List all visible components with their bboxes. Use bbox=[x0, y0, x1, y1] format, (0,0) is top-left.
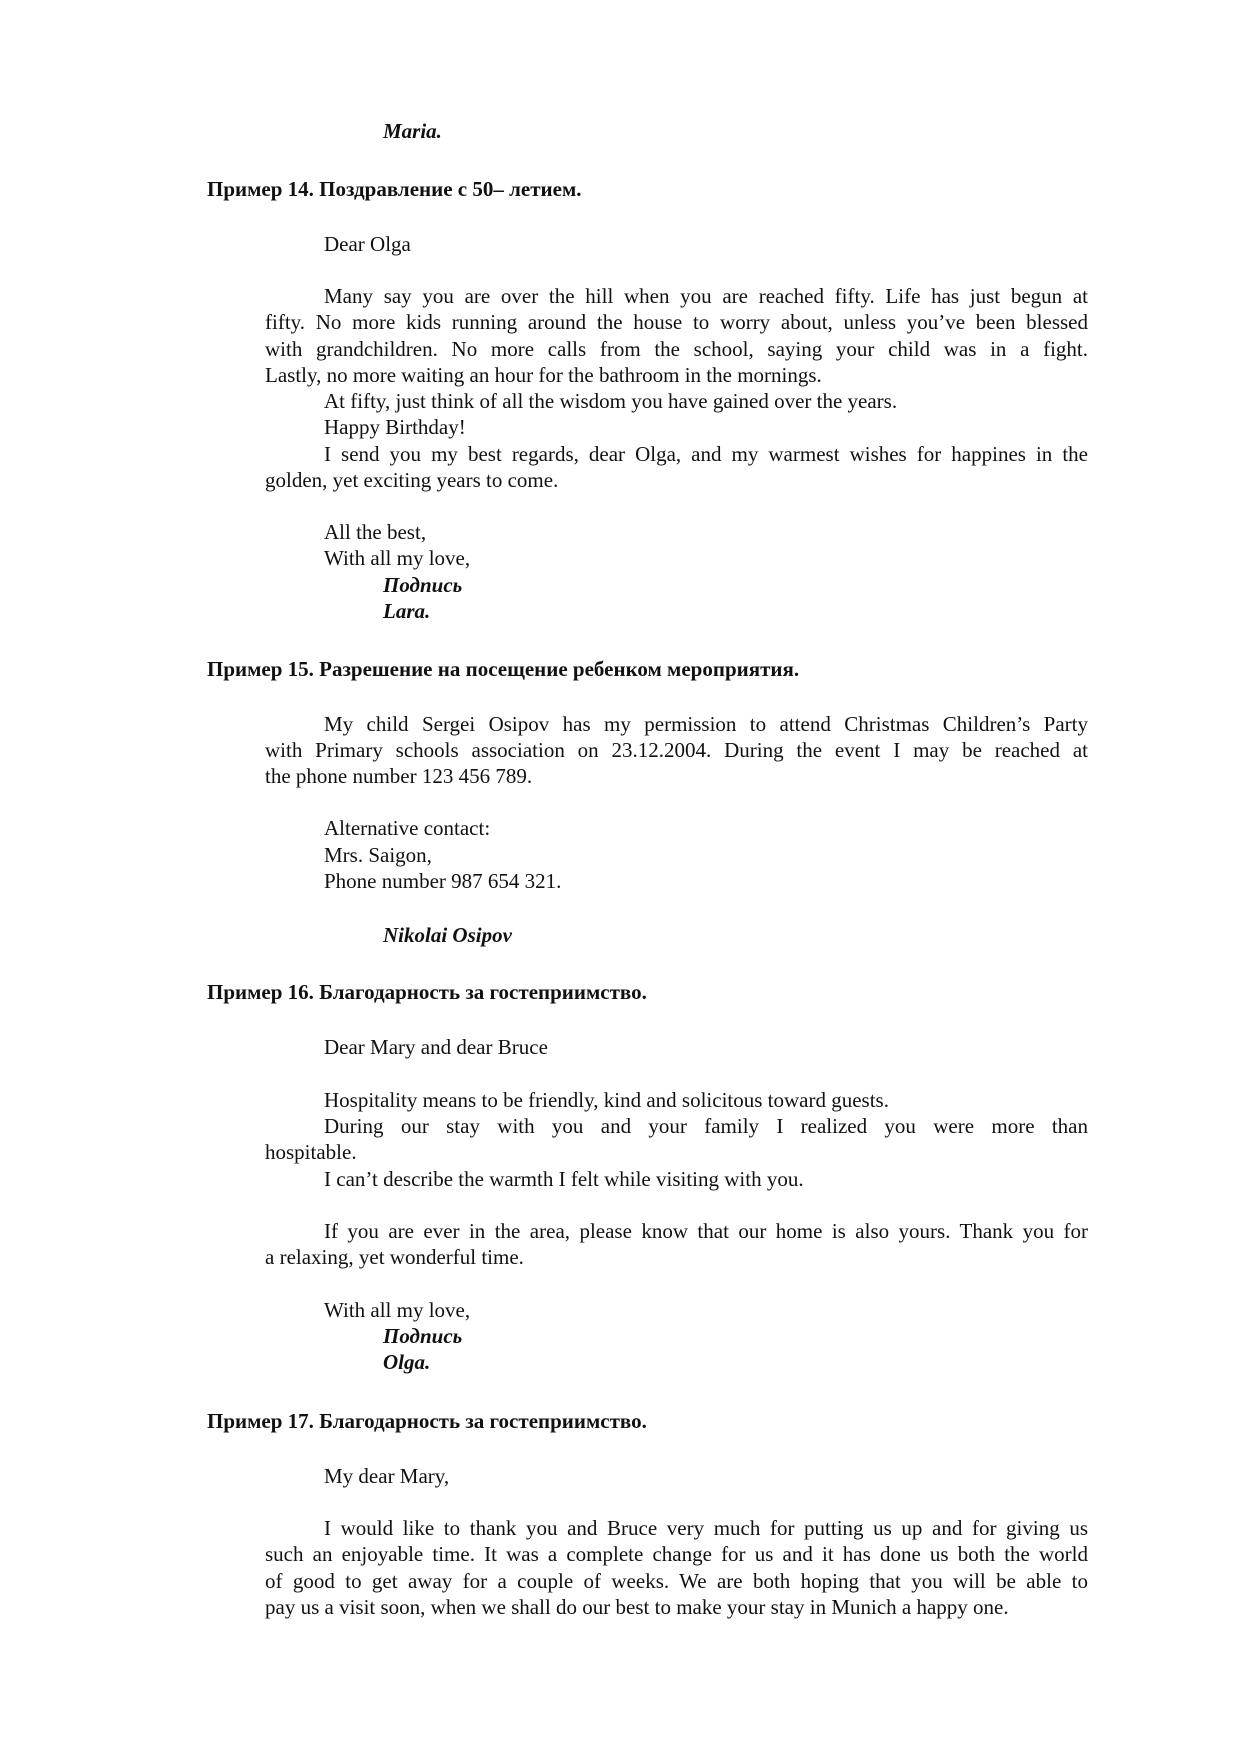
paragraph-line: I send you my best regards, dear Olga, and my warmest wishes for happines in the bbox=[324, 442, 1088, 466]
closing-line: With all my love, bbox=[324, 1298, 471, 1322]
section-heading-16: Пример 16. Благодарность за гостеприимство. bbox=[207, 980, 647, 1004]
paragraph-line: Many say you are over the hill when you are reached fifty. Life has just begun at bbox=[324, 284, 1088, 308]
paragraph-line: with grandchildren. No more calls from the school, saying your child was in a fight. bbox=[265, 337, 1088, 361]
contact-line: Alternative contact: bbox=[324, 816, 491, 840]
closing-line: All the best, bbox=[324, 520, 427, 544]
paragraph-line: a relaxing, yet wonderful time. bbox=[265, 1245, 524, 1269]
paragraph-line: golden, yet exciting years to come. bbox=[265, 468, 559, 492]
section-heading-14: Пример 14. Поздравление с 50– летием. bbox=[207, 177, 582, 201]
paragraph-line: At fifty, just think of all the wisdom you have gained over the years. bbox=[324, 389, 898, 413]
section-heading-15: Пример 15. Разрешение на посещение ребенком мероприятия. bbox=[207, 657, 800, 681]
signature-name: Lara. bbox=[383, 599, 431, 623]
paragraph-line: My child Sergei Osipov has my permission to attend Christmas Children’s Party bbox=[324, 712, 1088, 736]
paragraph-line: hospitable. bbox=[265, 1140, 357, 1164]
signature-name: Nikolai Osipov bbox=[383, 923, 512, 947]
salutation: My dear Mary, bbox=[324, 1464, 450, 1488]
paragraph-line: of good to get away for a couple of weeks. We are both hoping that you will be able to bbox=[265, 1569, 1088, 1593]
signature-label: Подпись bbox=[383, 1324, 463, 1348]
paragraph-line: Happy Birthday! bbox=[324, 415, 466, 439]
section-heading-17: Пример 17. Благодарность за гостеприимство. bbox=[207, 1409, 647, 1433]
paragraph-line: fifty. No more kids running around the house to worry about, unless you’ve been blessed bbox=[265, 310, 1088, 334]
paragraph-line: Lastly, no more waiting an hour for the bathroom in the mornings. bbox=[265, 363, 822, 387]
paragraph-line: the phone number 123 456 789. bbox=[265, 764, 533, 788]
signature-name: Maria. bbox=[383, 119, 442, 143]
paragraph-line: During our stay with you and your family I realized you were more than bbox=[324, 1114, 1088, 1138]
paragraph-line: If you are ever in the area, please know that our home is also yours. Thank you for bbox=[324, 1219, 1088, 1243]
salutation: Dear Mary and dear Bruce bbox=[324, 1035, 548, 1059]
contact-line: Phone number 987 654 321. bbox=[324, 869, 562, 893]
paragraph-line: I can’t describe the warmth I felt while visiting with you. bbox=[324, 1167, 804, 1191]
paragraph-line: I would like to thank you and Bruce very much for putting us up and for giving us bbox=[324, 1516, 1088, 1540]
paragraph-line: Hospitality means to be friendly, kind and solicitous toward guests. bbox=[324, 1088, 889, 1112]
closing-line: With all my love, bbox=[324, 546, 471, 570]
paragraph-line: such an enjoyable time. It was a complete change for us and it has done us both the world bbox=[265, 1542, 1088, 1566]
contact-line: Mrs. Saigon, bbox=[324, 843, 432, 867]
salutation: Dear Olga bbox=[324, 232, 411, 256]
signature-label: Подпись bbox=[383, 573, 463, 597]
paragraph-line: pay us a visit soon, when we shall do our best to make your stay in Munich a happy one. bbox=[265, 1595, 1009, 1619]
signature-name: Olga. bbox=[383, 1350, 431, 1374]
paragraph-line: with Primary schools association on 23.12.2004. During the event I may be reached at bbox=[265, 738, 1088, 762]
